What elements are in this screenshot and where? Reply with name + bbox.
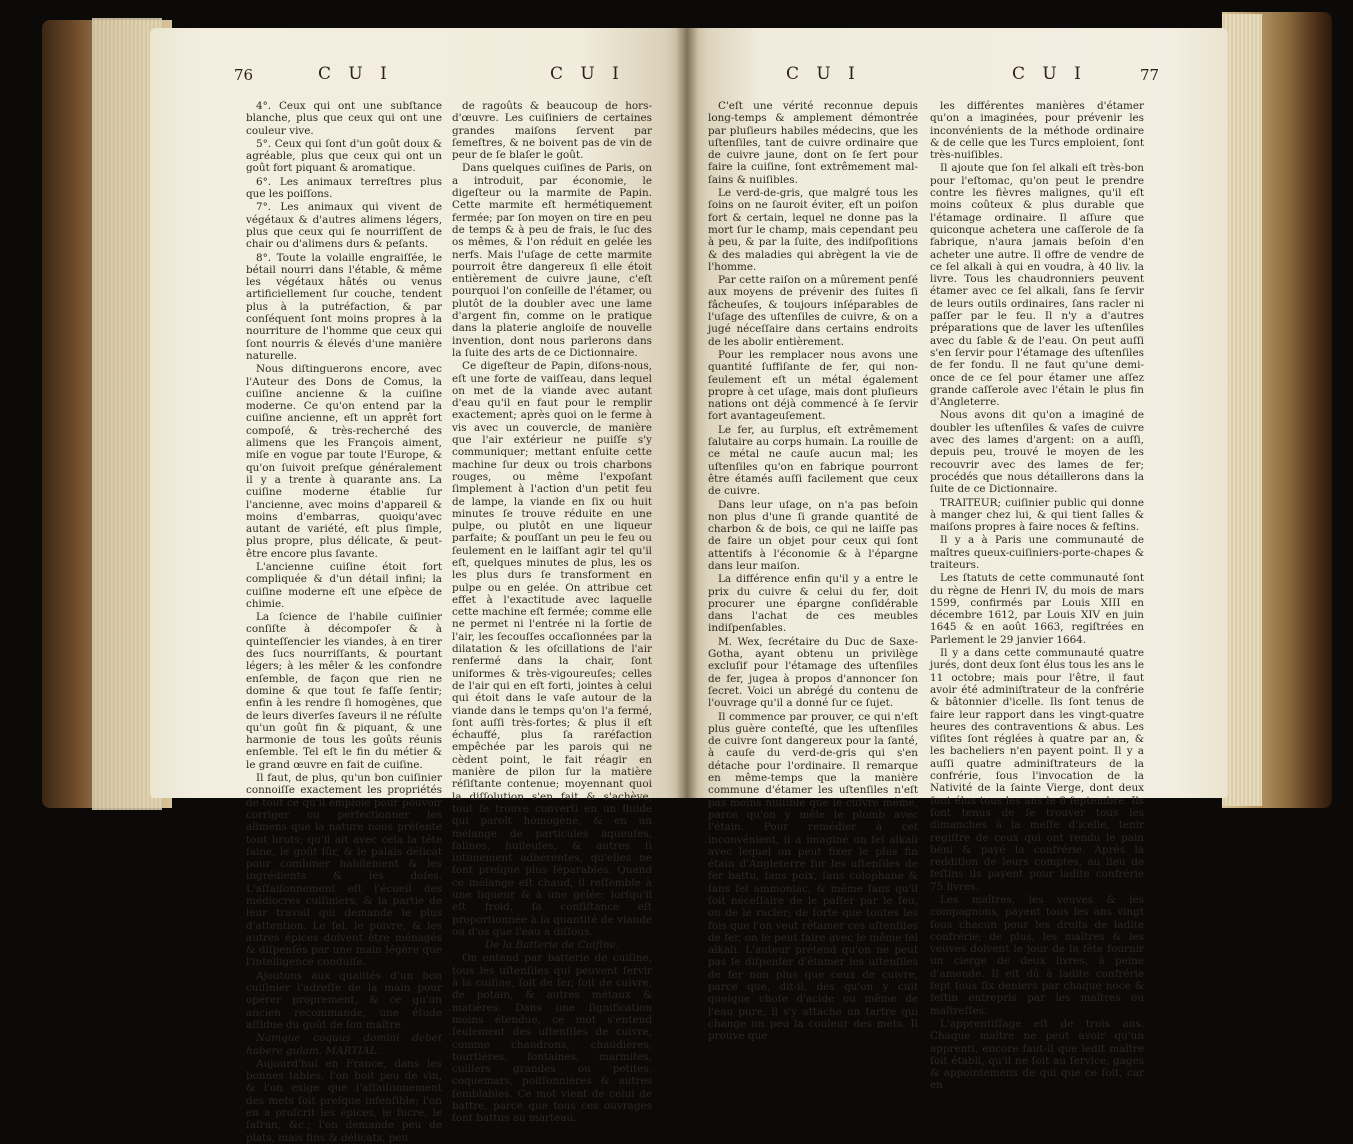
right-page-number: 77 xyxy=(1140,66,1160,84)
paragraph: La différence enfin qu'il y a entre le prix du cuivre & celui du fer, doit procurer une épargne conſidérable dans l'achat de ces meubles indiſpenſables. xyxy=(708,573,918,635)
left-column-1 xyxy=(246,100,442,1144)
paragraph: De la Batterie de Cuiſine. xyxy=(484,939,620,952)
left-page-number: 76 xyxy=(234,66,254,84)
paragraph: Le fer, au ſurplus, eſt extrêmement ſalutaire au corps humain. La rouille de ce métal ne cauſe aucun mal; les uſtenſiles qu'on en fabrique pourront être étamés auſſi facilement que ceux de cuivre. xyxy=(708,423,918,498)
paragraph: Les ſtatuts de cette communauté ſont du règne de Henri IV, du mois de mars 1599, confirmés par Louis XIII en décembre 1612, par Louis XIV en juin 1645 & en août 1663, regiſtrées en Parlement le 29 janvier 1664. xyxy=(930,572,1144,646)
left-column-2 xyxy=(452,100,652,1125)
paragraph: de ragoûts & beaucoup de hors-d'œuvre. Les cuiſiniers de certaines grandes maiſons ſervent par ſemeſtres, & ne boivent pas de vin de peur de ſe blaſer le goût. xyxy=(452,100,652,162)
left-page xyxy=(150,28,688,1144)
right-header-right: C U I xyxy=(1012,64,1087,84)
paragraph: Il y a à Paris une communauté de maîtres queux-cuiſiniers-porte-chapes & traiteurs. xyxy=(930,534,1144,571)
book-gutter xyxy=(676,28,698,798)
paragraph: TRAITEUR; cuiſinier public qui donne à manger chez lui, & qui tient ſalles & maiſons propres à faire noces & feſtins. xyxy=(930,496,1144,534)
paragraph: Nous avons dit qu'on a imaginé de doubler les uſtenſiles & vaſes de cuivre avec des lames d'argent: on a auſſi, depuis peu, trouvé le moyen de les recouvrir avec des lames de fer; procédés que nous détaillerons dans la ſuite de ce Dictionnaire. xyxy=(930,409,1144,496)
page-edges-right xyxy=(1222,14,1262,806)
paragraph: Pour les remplacer nous avons une quantité ſuffiſante de fer, qui non-ſeulement eſt un métal également propre à cet uſage, mais dont pluſieurs nations ont déjà commencé à ſe ſervir fort avantageuſement. xyxy=(708,348,918,423)
paragraph: Les maîtres, les veuves & les compagnons, payent tous les ans vingt ſous chacun pour les droits de ladite confrérie; de plus, les maîtres & les veuves doivent le jour de la fête fournir un cierge de deux livres, à peine d'amende. Il eſt dû à ladite confrérie ſept ſous ſix deniers par chaque noce & feſtin entrepris par les maîtres ou maîtreſſes. xyxy=(930,894,1144,1017)
paragraph: 8°. Toute la volaille engraiſſée, le bétail nourri dans l'étable, & même les végétaux hâtés ou venus artificiellement ſur couche, tendent plus à la putréfaction, & par conſéquent ſont moins propres à la nourriture de l'homme que ceux qui ſont nourris & élevés d'une manière naturelle. xyxy=(246,251,442,362)
right-header-left: C U I xyxy=(786,64,861,84)
paragraph: Aujourd'hui en France, dans les bonnes tables, l'on boit peu de vin, & l'on exige que l'aſſaiſonnement des mets ſoit preſque inſenſible; l'on en a proſcrit les épices, le ſucre, le ſafran, &c.; l'on demande peu de plats, mais fins & délicats, peu xyxy=(246,1057,442,1144)
paragraph: Dans quelques cuiſines de Paris, on a introduit, par économie, le digeſteur ou la marmite de Papin. Cette marmite eſt hermétiquement fermée; par ſon moyen on tire en peu de temps & à peu de frais, le ſuc des os mêmes, & l'on réduit en gelée les nerfs. Mais l'uſage de cette marmite pourroit être dangereux ſi elle étoit entièrement de cuivre jaune, c'eſt pourquoi l'on conſeille de l'étamer, ou plutôt de la doubler avec une lame d'argent fin, comme on le pratique dans la platerie angloiſe de nouvelle invention, dont nous parlerons dans la ſuite des arts de ce Dictionnaire. xyxy=(452,162,652,359)
right-column-2 xyxy=(930,100,1144,1092)
paragraph: Il faut, de plus, qu'un bon cuiſinier connoiſſe exactement les propriétés de tout ce qu'il emploie pour pouvoir corriger ou perfectionner les alimens que la nature nous préſente tout bruts; qu'il ait avec cela la tête ſaine, le goût ſûr, & le palais délicat pour combiner habilement & les ingrédients & les doſes. L'aſſaiſonnement eſt l'écueil des médiocres cuiſiniers, & la partie de leur travail qui demande le plus d'attention. Le ſel, le poivre, & les autres épices doivent être ménagés & diſpenſés par une main légère que l'intelligence conduiſe. xyxy=(246,772,442,969)
paragraph: Namque coquus domini debet habere gulam. MARTIAL. xyxy=(246,1032,442,1057)
left-header-right: C U I xyxy=(550,64,625,84)
paragraph: L'apprentiſſage eſt de trois ans. Chaque maître ne peut avoir qu'un apprenti, encore faut-il que ledit maître ſoit établi, qu'il ne ſoit au ſervice, gages & appointemens de qui que ce ſoit, car en xyxy=(930,1017,1144,1092)
paragraph: La ſcience de l'habile cuiſinier conſiſte à décompoſer & à quinteſſencier les viandes, à en tirer des ſucs nourriſſants, & pourtant légers; à les mêler & les confondre enſemble, de façon que rien ne domine & que tout ſe faſſe ſentir; enfin à les rendre ſi homogènes, que de leurs diverſes ſaveurs il ne réſulte qu'un goût fin & piquant, & une harmonie de tous les goûts réunis enſemble. Tel eſt le fin du métier & le grand œuvre en fait de cuiſine. xyxy=(246,611,442,771)
paragraph: 5°. Ceux qui ſont d'un goût doux & agréable, plus que ceux qui ont un goût fort piquant & aromatique. xyxy=(246,137,442,175)
paragraph: 6°. Les animaux terreſtres plus que les poiſſons. xyxy=(246,175,442,201)
paragraph: Par cette raiſon on a mûrement penſé aux moyens de prévenir des ſuites ſi fâcheuſes, & toujours inſéparables de l'uſage des uſtenſiles de cuivre, & on a jugé néceſſaire dans certains endroits de les abolir entièrement. xyxy=(708,274,918,348)
paragraph: Il commence par prouver, ce qui n'eſt plus guère conteſté, que les uſtenſiles de cuivre ſont dangereux pour la ſanté, à cauſe du verd-de-gris qui s'en détache pour l'ordinaire. Il remarque en même-temps que la manière commune d'étamer les uſtenſiles n'eſt pas moins nuiſible que le cuivre même, parce qu'on y mêle le plomb avec l'étain. Pour remédier à cet inconvénient, il a imaginé un ſel alkali avec lequel on peut fixer le plus fin étain d'Angleterre ſur les uſtenſiles de fer battu, ſans poix, ſans colophane & ſans ſel ammoniac, & même ſans qu'il ſoit néceſſaire de le paſſer par le feu, ou de le racler; de ſorte que toutes les fois que l'on veut rétamer ces uſtenſiles de fer, on le peut faire avec le même ſel alkali. L'auteur prétend qu'on ne peut pas ſe diſpenſer d'étamer les uſtenſiles de fer non plus que ceux de cuivre, parce que, dit-il, dès qu'on y cuit quelque choſe d'acide ou même de l'eau pure, il s'y attache un tartre qui change un peu la couleur des mets. Il prouve que xyxy=(708,710,918,1043)
right-page xyxy=(686,28,1228,1092)
paragraph: 7°. Les animaux qui vivent de végétaux & d'autres alimens légers, plus que ceux qui ſe nourriſſent de chair ou d'alimens durs & peſants. xyxy=(246,201,442,251)
paragraph: Dans leur uſage, on n'a pas beſoin non plus d'une ſi grande quantité de charbon & de bois, ce qui ne laiſſe pas de faire un objet pour ceux qui ſont attentifs à l'économie & à l'épargne dans leur maiſon. xyxy=(708,498,918,572)
paragraph: L'ancienne cuiſine étoit fort compliquée & d'un détail infini; la cuiſine moderne eſt une eſpèce de chimie. xyxy=(246,560,442,610)
right-column-1 xyxy=(708,100,918,1043)
paragraph: Nous diſtinguerons encore, avec l'Auteur des Dons de Comus, la cuiſine ancienne & la cuiſine moderne. Ce qu'on entend par la cuiſine ancienne, eſt un apprêt fort compoſé, & très-recherché des alimens que les François aiment, miſe en vogue par toute l'Europe, & qu'on ſuivoit preſque généralement il y a trente à quarante ans. La cuiſine moderne établie ſur l'ancienne, avec moins d'appareil & moins d'embarras, quoiqu'avec autant de variété, eſt plus ſimple, plus propre, plus délicate, & peut-être encore plus ſavante. xyxy=(246,363,442,560)
paragraph: M. Wex, ſecrétaire du Duc de Saxe-Gotha, ayant obtenu un privilège excluſif pour l'étamage des uſtenſiles de fer, jugea à propos d'annoncer ſon ſecret. Voici un abrégé du contenu de l'ouvrage qu'il a donné ſur ce ſujet. xyxy=(708,635,918,710)
paragraph: 4°. Ceux qui ont une subſtance blanche, plus que ceux qui ont une couleur vive. xyxy=(246,100,442,137)
paragraph: Le verd-de-gris, que malgré tous les ſoins on ne ſauroit éviter, eſt un poiſon fort & certain, lequel ne donne pas la mort ſur le champ, mais cependant peu à peu, & par la ſuite, des indiſpoſitions & des maladies qui abrègent la vie de l'homme. xyxy=(708,187,918,273)
paragraph: C'eſt une vérité reconnue depuis long-temps & amplement démontrée par pluſieurs habiles médecins, que les uſtenſiles, tant de cuivre ordinaire que de cuivre jaune, dont on ſe ſert pour faire la cuiſine, ſont extrêmement mal-ſains & nuiſibles. xyxy=(708,100,918,186)
paragraph: les différentes manières d'étamer qu'on a imaginées, pour prévenir les inconvénients de la méthode ordinaire & de celle que les Turcs emploient, ſont très-nuiſibles. xyxy=(930,100,1144,162)
paragraph: Il y a dans cette communauté quatre jurés, dont deux ſont élus tous les ans le 11 octobre; mais pour l'être, il faut avoir été adminiſtrateur de la confrérie & bâtonnier d'icelle. Ils ſont tenus de faire leur rapport dans les vingt-quatre heures des contraventions & abus. Les viſites ſont réglées à quatre par an, & les bacheliers n'en payent point. Il y a auſſi quatre adminiſtrateurs de la confrérie, ſous l'invocation de la Nativité de la ſainte Vierge, dont deux ſont élus tous les ans le 8 ſeptembre. Ils ſont tenus de ſe trouver tous les dimanches à la meſſe d'icelle, tenir regiſtre de ceux qui ont rendu le pain béni & payé la confrérie. Après la reddition de leurs comptes, au lieu de feſtins ils payent pour ladite confrérie 75 livres. xyxy=(930,647,1144,893)
paragraph: On entend par batterie de cuiſine, tous les uſtenſiles qui peuvent ſervir à la cuiſine, ſoit de fer, ſoit de cuivre, de potain, & autres métaux & matières. Dans une ſignification moins étendue, ce mot s'entend ſeulement des uſtenſiles de cuivre, comme chaudrons, chaudières, tourtières, fontaines, marmites, cuillers grandes ou petites, coquemars, poiſſonnières & autres ſemblables. Ce mot vient de celui de battre, parce que tous ces ouvrages ſont battus au marteau. xyxy=(452,952,652,1125)
paragraph: Ajoutons aux qualités d'un bon cuiſinier l'adreſſe de la main pour opérer proprement, & ce qu'un ancien recommande, une étude aſſidue du goût de ſon maître. xyxy=(246,969,442,1031)
left-header-left: C U I xyxy=(318,64,393,84)
paragraph: Ce digeſteur de Papin, diſons-nous, eſt une forte de vaiſſeau, dans lequel on met de la viande avec autant d'eau qu'il en faut pour le remplir exactement; après quoi on le ferme à vis avec un couvercle, de manière que l'air extérieur ne puiſſe s'y communiquer; mettant enſuite cette machine ſur deux ou trois charbons rouges, ou même l'expoſant ſimplement à l'action d'un petit feu de lampe, la viande en ſix ou huit minutes ſe trouve réduite en une pulpe, ou plutôt en une liqueur parfaite; & pouſſant un peu le feu ou ſeulement en le laiſſant agir tel qu'il eſt, quelques minutes de plus, les os les plus durs ſe transforment en pulpe ou en gelée. On attribue cet effet à l'exactitude avec laquelle cette machine eſt fermée; comme elle ne permet ni l'entrée ni la ſortie de l'air, les ſecouſſes occaſionnées par la dilatation & les oſcillations de l'air renfermé dans la chair, ſont uniformes & très-vigoureuſes; celles de l'air qui en eſt forti, jointes à celui qui étoit dans le vaſe autour de la viande dans le temps qu'on l'a fermé, ſont auſſi très-fortes; & plus il eſt échauffé, plus ſa raréfaction empêchée par les parois qui ne cèdent point, le fait réagir en manière de pilon ſur la matière réſiſtante contenue; moyennant quoi la diſſolution s'en fait & s'achève, tout ſe trouve converti en un fluide qui paroît homogène, & en un mélange de particules aqueuſes, ſalines, huileuſes, & autres ſi intimement adhérentes, qu'elles ne ſont preſque plus ſéparables. Quand ce mélange eſt chaud, il reſſemble à une liqueur & à une gelée; lorſqu'il eſt froid, ſa conſiſtance eſt proportionnée à la quantité de viande ou d'os que l'eau a diſſous. xyxy=(452,360,652,938)
paragraph: Il ajoute que ſon ſel alkali eſt très-bon pour l'eſtomac, qu'on peut le prendre contre les fièvres malignes, qu'il eſt moins coûteux & plus durable que l'étamage ordinaire. Il aſſure que quiconque achetera une caſſerole de ſa fabrique, n'aura jamais beſoin d'en acheter une autre. Il offre de vendre de ce ſel alkali à qui en voudra, à 40 liv. la livre. Tous les chaudronniers peuvent étamer avec ce ſel alkali, ſans ſe ſervir de leurs outils ordinaires, ſans racler ni paſſer par le feu. Il n'y a d'autres préparations que de laver les uſtenſiles avec du ſable & de l'eau. On peut auſſi s'en ſervir pour l'étamage des uſtenſiles de fer fondu. Il ne faut qu'une demi-once de ce ſel pour étamer une aſſez grande caſſerole avec l'étain le plus fin d'Angleterre. xyxy=(930,162,1144,409)
